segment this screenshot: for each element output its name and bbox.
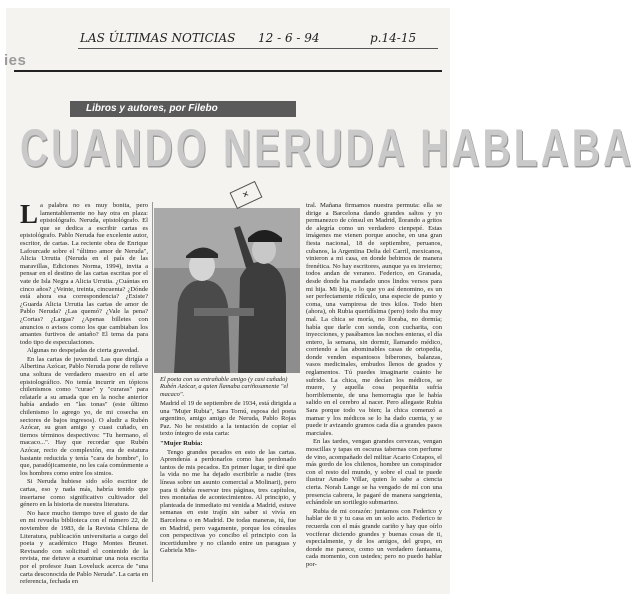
column-2 [160, 400, 296, 592]
column-1 [20, 199, 148, 592]
salutation: "Mujer Rubia: [160, 439, 203, 447]
paragraph: Algunas no despejadas de cierta gravedad. [27, 347, 140, 355]
column-divider [152, 202, 153, 582]
drop-cap: L [20, 199, 39, 229]
column-3 [306, 202, 442, 592]
handwritten-source: LAS ÚLTIMAS NOTICIAS [80, 31, 236, 45]
handwriting-underline [78, 48, 438, 49]
article-photo [154, 208, 300, 373]
photo-illustration [154, 208, 300, 373]
paragraph: Tengo grandes pecados en esto de las cartas. Aprenderás a perdonarlos como has perdonado tantos de mis pecados. En primer lugar, te diré que la vida no me ha dejado escribirle a nadie (tres líneas sobre un asunto comercial a Molinari), pero para ti debía reservar tres páginas, tres capítulos, tres montañas de acontecimientos. Al principio, y planteada de inmediato mi venida a Madrid, estuve semanas en este trajín sin saber si vivía en Barcelona o en Madrid. De todas maneras, tú, fue en Madrid, pero vagamente, porque los cónsules con perspectivas yo concibo el principio con la incertidumbre y no cilando entre un paraguas y Gabriela Mis- [160, 448, 296, 555]
top-rule [14, 70, 442, 72]
section-bar: Libros y autores, por Filebo [70, 101, 296, 117]
section-tag: ies [4, 52, 27, 69]
paragraph: Rubia de mi corazón: juntamos con Federico y hablar de ti y tu casa en un solo acto. Federico te recuerda con el más grande cariño y hay que oírlo vociferar diciendo grandes y buenas cosas de ti, especialmente, y de los amigos, del grupo, en donde me parece, como un verdadero fantasma, cada momento, con ustedes; pero no puedo hablar por- [306, 507, 442, 568]
paragraph: En las tardes, vengan grandes cervezas, vengan moscillas y tapas en oscuras tabernas con perfume de vino, acompañado del militar Acario Cotapos, el más gordo de los chilenos, hombre un conspirador con el resto del mundo, y sobre el cual te puede ilustrar Amado Villar, quien lo sabe a ciencia cierta. Norah Lange se ha vengado de mí con una presencia cabrera, le pagaré de manera sangrienta, echándole un sortilegio submarino. [306, 438, 442, 507]
paragraph: a palabra no es muy bonita, pero lamentablemente no hay otra en plaza: epistológrafo. Neruda, epistológrafo. El que se dedica a escribir cartas es epistológrafo. Pablo Neruda fue excelente autor, escritor, de cartas. La reciente obra de Enrique Lafourcade sobre el "último amor de Neruda", Alicia Urrutia (Neruda en el país de las maravillas, Ediciones Norma, 1994), invita a pensar en el destino de las cartas escritas por el vate de Isla Negra a Alicia Urrutia. ¿Cuántas en cinco años? ¿Veinte, treinta, cincuenta? ¿Dónde está ahora esa correspondencia? ¿Existe? ¿Guarda Alicia Urrutia las cartas de amor de Pablo Neruda? ¿Las quemó? ¿Vale la pena? ¿Cortas? ¿Largas? ¿Apenas billetes con anuncios o avisos como los que cambiaban los amantes furtivos de antaño? El tema da para todo tipo de especulaciones. [20, 202, 148, 346]
paragraph: Madrid el 19 de septiembre de 1934, está dirigida a una "Mujer Rubia", Sara Tornú, esposa del poeta argentino, amigo amigo de Neruda, Pablo Rojas Paz. No he resistido a la tentación de copiar el texto íntegro de esta carta: [160, 400, 296, 438]
handwritten-page: p.14-15 [370, 31, 417, 45]
paragraph: Si Neruda hubiese sido sólo escritor de cartas, eso y nada más, habría tenido que insertarse como significativo cultivador del género en la historia de nuestra literatura. [20, 478, 148, 509]
paragraph: No hace mucho tiempo tuve el gusto de dar en mi revuelta biblioteca con el número 22, de noviembre de 1983, de la Revista Chilena de Literatura, publicación universitaria a cargo del poeta y académico Hugo Montes Brunet. Revisando con solicitud el contenido de la revista, me detuve a examinar una nota escrita por el profesor Juan Loveluck acerca de "una carta desconocida de Pablo Neruda". La carta en referencia, fechada en [20, 509, 148, 586]
photo-caption: El poeta con su entrañable amigo (y casi cuñado) Rubén Azócar, a quien llamaba cariñosamente "el macaco". [160, 376, 289, 398]
stamp-mark: ✕ [230, 181, 263, 209]
paragraph: En las cartas de juventud. Las que dirigía a Albertina Azócar, Pablo Neruda pone de relieve una soltura de verdadero maestro en el arte epistolográfico. No temía incurrir en tópicos chilenismos como "curao" y "curaras" para relatarle a su amada que en la noche anterior había andado en "las tonas" (este último chilenismo lo agrego yo, de mi cosecha en sectores de bajos ingresos). O aludir a Rubén Azócar, su gran amigo y cuasi cuñado, en tiernos términos despectivos: "Tu hermano, el macaco...". Hay que recordar que Rubén Azócar, recio de complexión, era de estatura bastante reducida y tenía "cara de hombre", lo que, paradójicamente, no les caía comúnmente a los hombres como entre los simios. [20, 355, 148, 477]
headline: CUANDO NERUDA HABLABA [20, 120, 634, 179]
handwritten-date: 12 - 6 - 94 [258, 31, 320, 45]
paragraph: tral. Mañana firmamos nuestra permuta: ella se dirige a Barcelona dando grandes saltos y yo permanezco de cónsul en Madrid, llorando a gritos de alegría como un verdadero cienpepé. Estas imágenes me vienen porque anoche, en una gran fiesta nacional, 18 de septiembre, peruanos, cubanos, la Argentina Delia del Carril, mexicanos, vinieron a mi casa, en donde bebimos de manera frenética. No hay escritores, aunque ya es invierno; todos andan de veraneo. Federico, en Granada, desde donde ha mandado unos lindos versos para mi hija. Mi hija, o lo que yo así denomino, es un ser perfectamente ridículo, una especie de punto y coma, una vampiresa de tres kilos. Todo bien (ahora), oh Rubia queridísima (pero) todo iba muy mal. La chica se moría, no lloraba, no dormía; había que darle con sonda, con cucharita, con inyecciones, y pasábamos las noches enteras, el día entero, la semana, sin dormir, llamando médico, corriendo a las abominables casas de ortopedia, donde venden espantosos biberones, balanzas, vasos medicinales, embudos llenos de grados y reglamentos. Tú puedes imaginarte cuánto he sufrido. La chica, me decían los médicos, se muere, y aquella cosa pequeñita sufría horriblemente, de una hemorragia que le había salido en el cerebro al nacer. Pero allegaste Rubia Sara porque todo va bien; la chica comenzó a mamar y los médicos se lo ha dado cuenta, y se puede ir avizando gramos cada día a grandes pasos marciales. [306, 202, 442, 437]
